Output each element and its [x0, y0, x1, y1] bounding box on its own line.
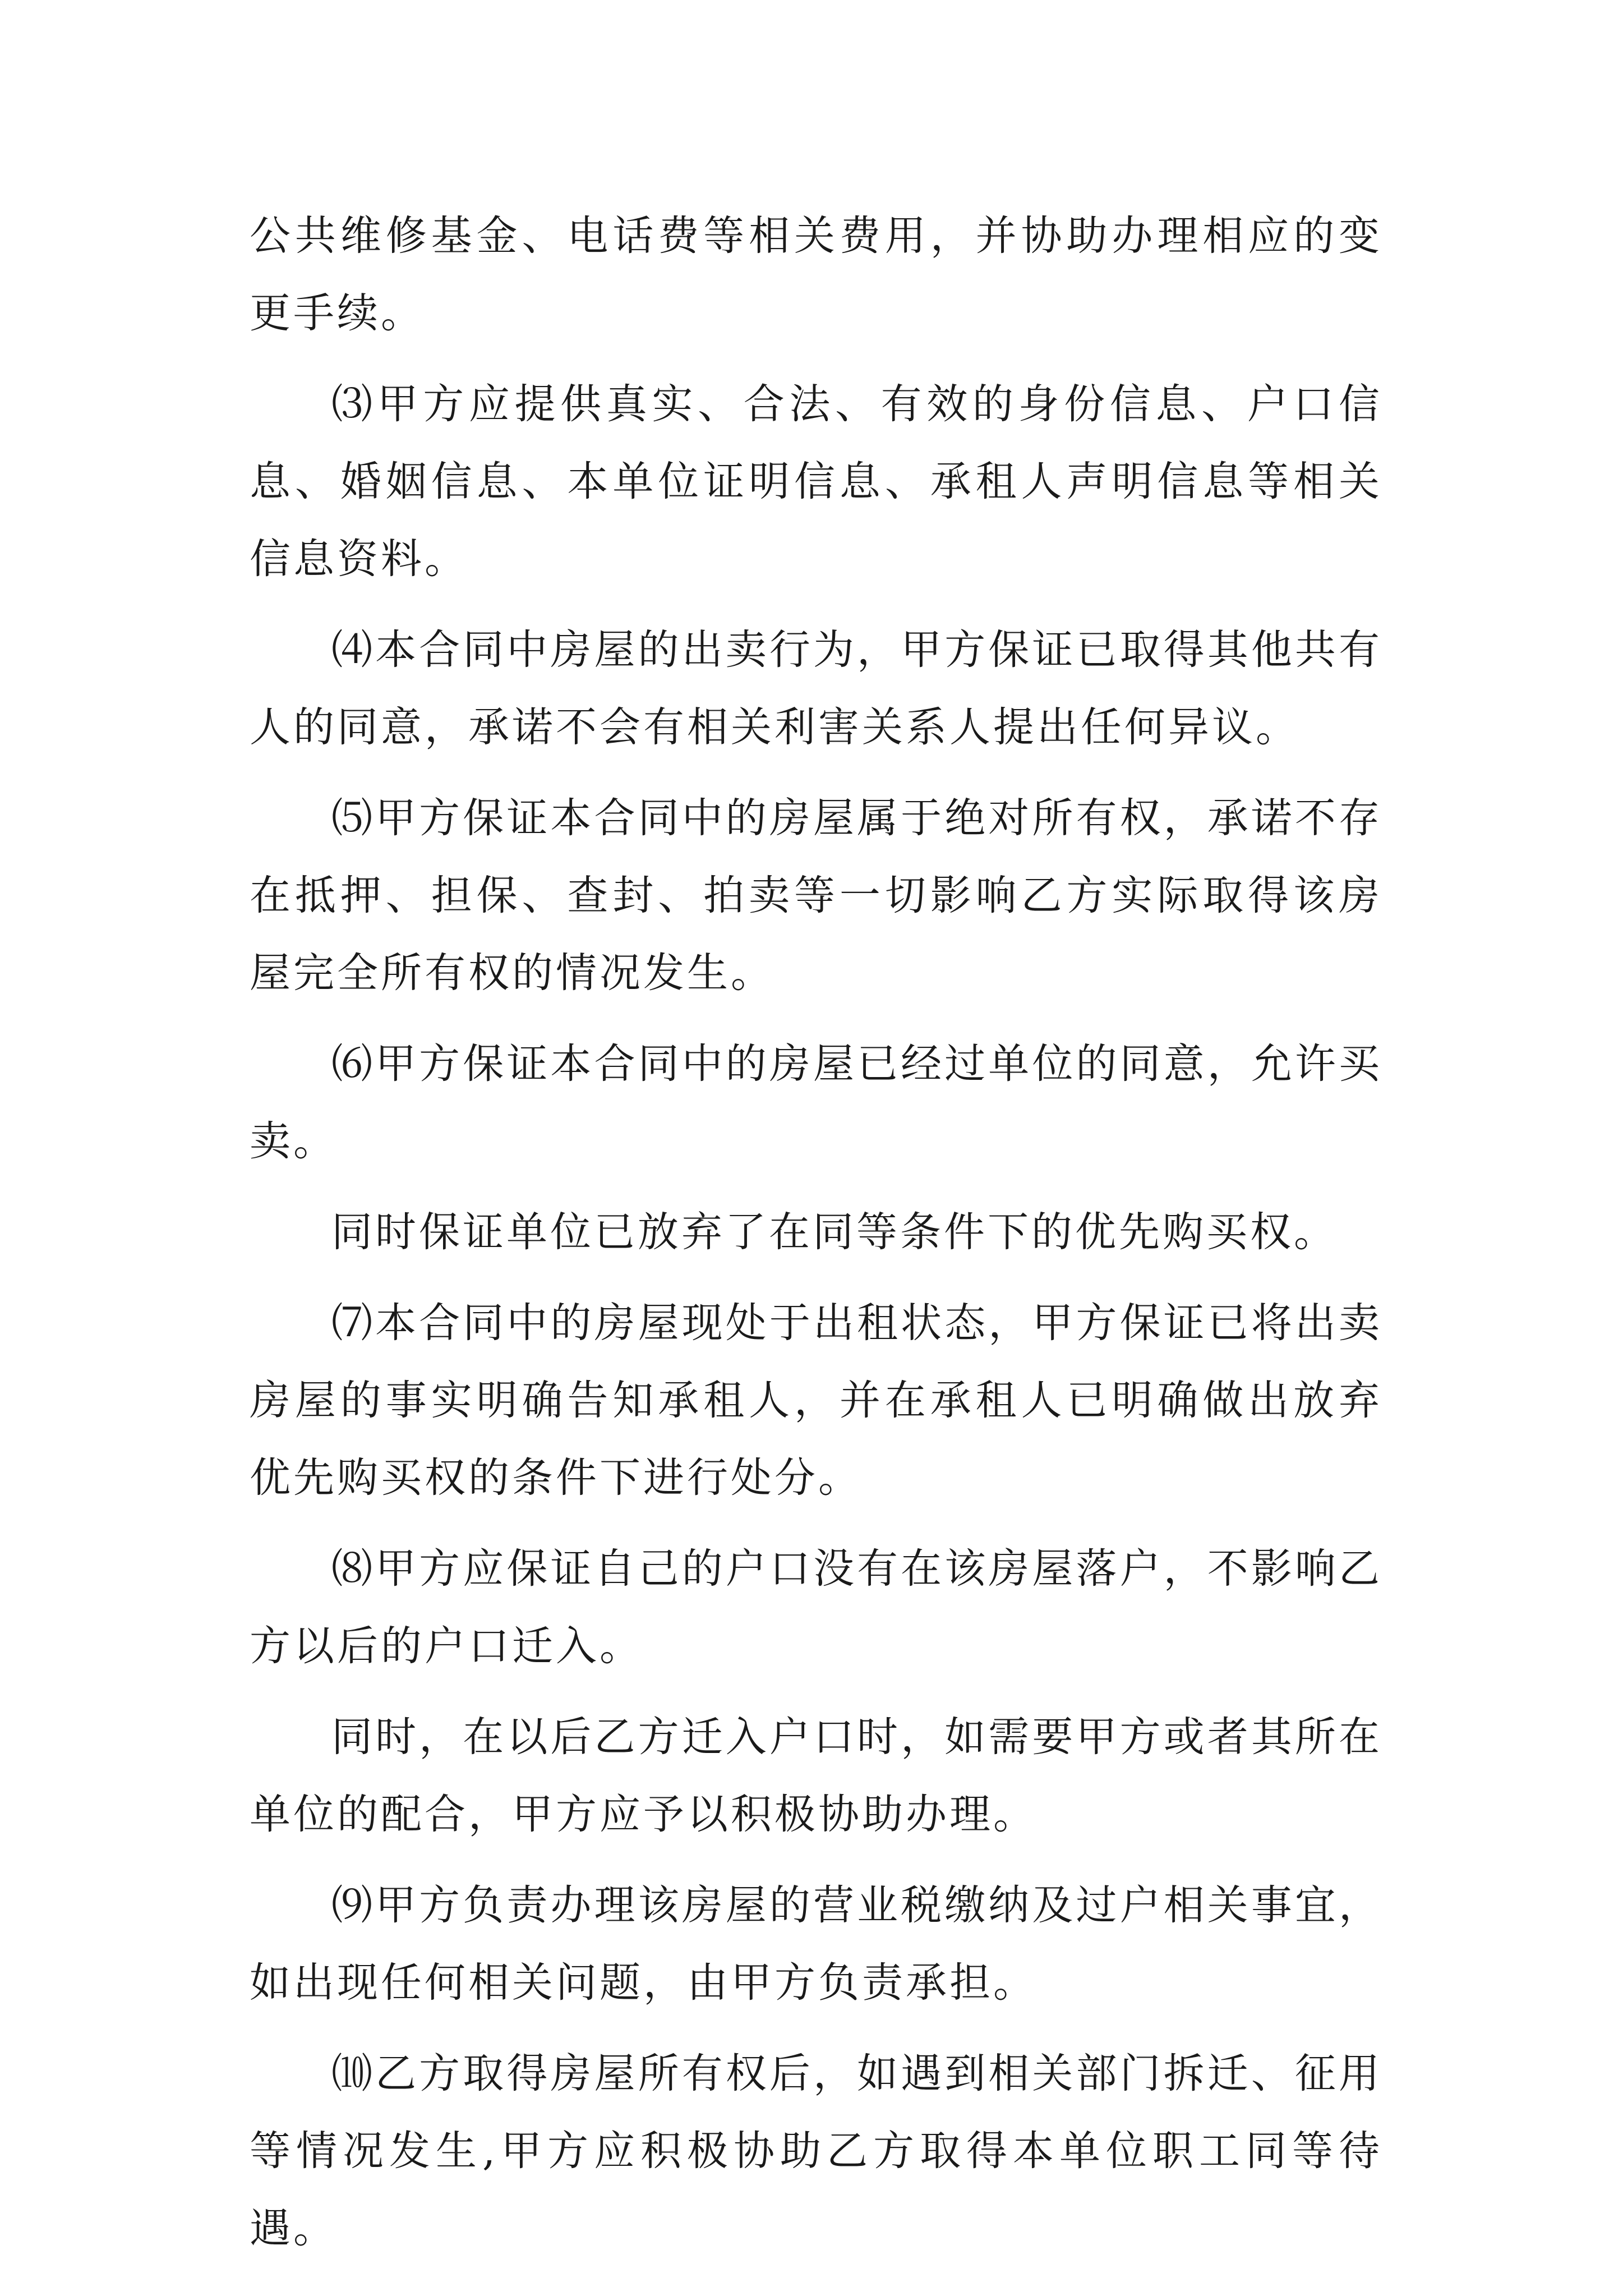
- paragraph-clause-8: ⑻甲方应保证自己的户口没有在该房屋落户，不影响乙方以后的户口迁入。: [250, 1545, 1382, 1670]
- paragraph-clause-3: ⑶甲方应提供真实、合法、有效的身份信息、户口信息、婚姻信息、本单位证明信息、承租人声明信息等相关信息资料。: [250, 380, 1382, 583]
- paragraph-clause-5: ⑸甲方保证本合同中的房屋属于绝对所有权，承诺不存在抵押、担保、查封、拍卖等一切影响乙方实际取得该房屋完全所有权的情况发生。: [250, 794, 1382, 997]
- paragraph-clause-4: ⑷本合同中房屋的出卖行为，甲方保证已取得其他共有人的同意，承诺不会有相关利害关系人提出任何异议。: [250, 626, 1382, 751]
- paragraph-clause-10: ⑽乙方取得房屋所有权后，如遇到相关部门拆迁、征用等情况发生,甲方应积极协助乙方取得本单位职工同等待遇。: [250, 2050, 1382, 2252]
- paragraph-clause-6-note: 同时保证单位已放弃了在同等条件下的优先购买权。: [331, 1208, 1338, 1256]
- document-body: [250, 197, 1382, 2281]
- paragraph-clause-7: ⑺本合同中的房屋现处于出租状态，甲方保证已将出卖房屋的事实明确告知承租人，并在承租人已明确做出放弃优先购买权的条件下进行处分。: [250, 1299, 1382, 1502]
- paragraph-continuation: 公共维修基金、电话费等相关费用，并协助办理相应的变更手续。: [250, 212, 1382, 337]
- paragraph-clause-9: ⑼甲方负责办理该房屋的营业税缴纳及过户相关事宜，如出现任何相关问题，由甲方负责承担。: [250, 1881, 1382, 2007]
- paragraph-clause-8-note: 同时，在以后乙方迁入户口时，如需要甲方或者其所在单位的配合，甲方应予以积极协助办理。: [250, 1713, 1382, 1838]
- paragraph-clause-6: ⑹甲方保证本合同中的房屋已经过单位的同意，允许买卖。: [250, 1040, 1382, 1165]
